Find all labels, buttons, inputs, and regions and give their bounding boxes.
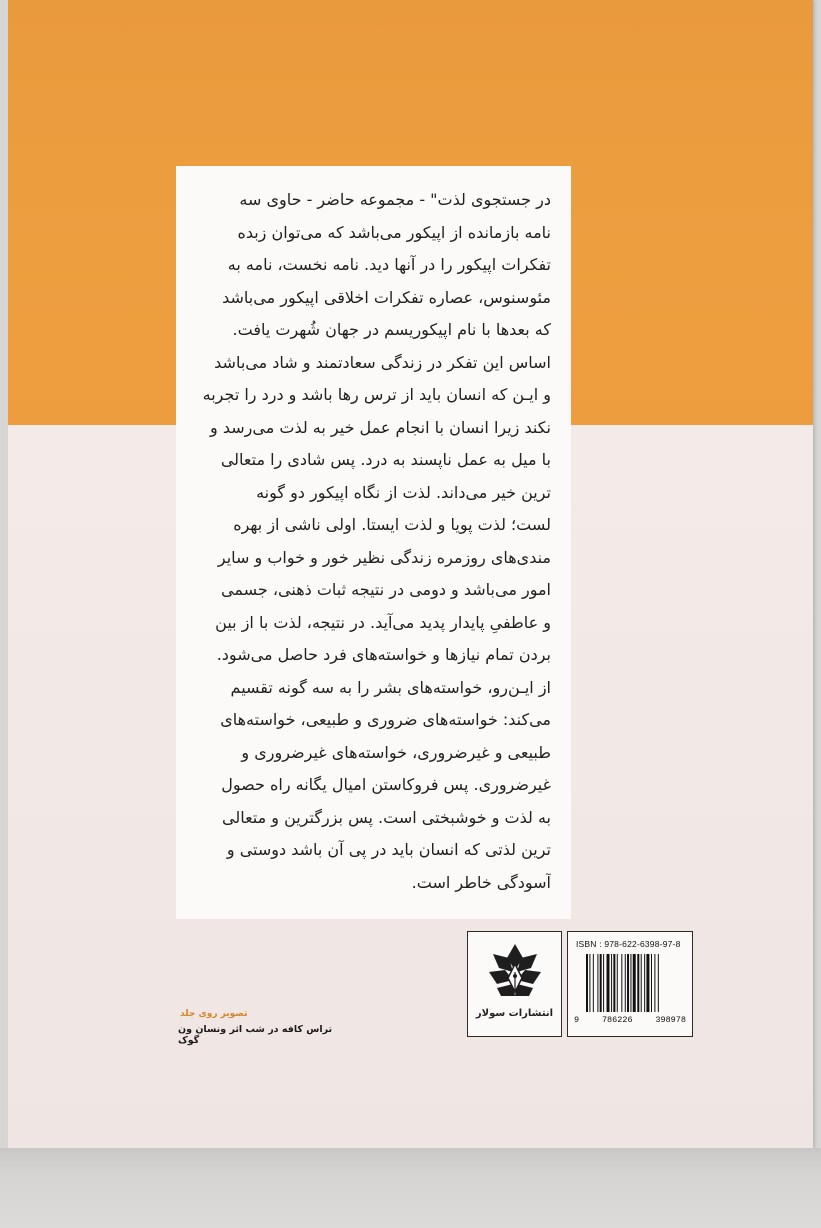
barcode-digit-group-1: 786226: [601, 1015, 633, 1025]
cover-credit-text: تراس کافه در شب اثر ونسان ون گوک: [178, 1024, 333, 1046]
barcode-bar: [641, 954, 642, 1012]
paragraph-line: ترین لذتی که انسان باید در پی آن باشد دوستی و: [226, 840, 551, 859]
paragraph-line: اساس این تفکر در زندگی سعادتمند و شاد می‌باشد: [214, 352, 551, 372]
barcode-digit-group-2: 398978: [655, 1015, 686, 1025]
publisher-logo-box: [467, 931, 562, 1037]
scan-background: [0, 1148, 821, 1228]
paragraph-line: امور می‌باشد و دومی در نتیجه ثبات ذهنی، جسمی: [221, 580, 551, 599]
barcode-bar: [603, 954, 604, 1012]
paragraph-line: و ایـن که انسان باید از ترس رها باشد و درد را تجربه: [202, 385, 551, 404]
paragraph-line: مئوسنوس، عصاره تفکرات اخلاقی اپیکور می‌باشد: [222, 287, 551, 307]
paragraph-line: غیرضروری. پس فروکاستن امیال یگانه راه حصول: [221, 775, 551, 794]
paragraph-line: تفکرات اپیکور را در آنها دید. نامه نخست، نامه به: [227, 255, 551, 274]
paragraph-line: نامه بازمانده از اپیکور می‌باشد که می‌توان زبده: [237, 222, 551, 242]
barcode-bar: [630, 954, 631, 1012]
paragraph-line: با میل به عمل ناپسند به درد. پس شادی را متعالی: [220, 450, 551, 469]
paragraph-line: بردن تمام نیازها و خواسته‌های فرد حاصل می‌شود.: [216, 645, 551, 664]
back-cover: [8, 0, 813, 1148]
paragraph-line: که بعدها با نام اپیکوریسم در جهان شُهرت یافت.: [232, 320, 551, 339]
barcode-bar: [617, 954, 618, 1012]
barcode-bar: [654, 954, 655, 1012]
paragraph-line: در جستجوی لذت" - مجموعه حاضر - حاوی سه: [239, 190, 551, 209]
barcode-bar: [593, 954, 594, 1012]
paragraph-line: ترین خیر می‌داند. لذت از نگاه اپیکور دو گونه: [256, 482, 551, 502]
isbn-barcode-box: [567, 931, 693, 1037]
barcode-bar: [651, 954, 652, 1012]
barcode-bar: [597, 954, 598, 1012]
paragraph-line: از ایـن‌رو، خواسته‌های بشر را به سه گونه تقسیم: [230, 677, 551, 697]
barcode-bar: [646, 954, 649, 1012]
barcode-bar: [644, 954, 645, 1012]
paragraph-line: آسودگی خاطر است.: [411, 872, 551, 892]
paragraph-line: لست؛ لذت پویا و لذت ایستا. اولی ناشی از بهره: [233, 515, 551, 534]
paragraph-line: نکند زیرا انسان با انجام عمل خیر به لذت می‌رسد و: [210, 417, 551, 437]
description-text-box: [176, 166, 571, 919]
barcode-bar: [637, 954, 639, 1012]
isbn-label: ISBN : 978-622-6398-97-8: [576, 939, 681, 949]
paragraph-line: و عاطفیِ پایدار پدید می‌آید. در نتیجه، لذت با از بین: [215, 612, 551, 632]
barcode-bar: [658, 954, 659, 1012]
barcode-digit-prefix: 9: [574, 1015, 580, 1025]
paragraph-line: مندی‌های روزمره زندگی نظیر خور و خواب و سایر: [217, 547, 551, 567]
barcode-bar: [613, 954, 615, 1012]
pen-nib-flower-icon: [485, 940, 545, 1000]
barcode-bar: [607, 954, 610, 1012]
barcode-bar: [611, 954, 612, 1012]
barcode-bar: [600, 954, 602, 1012]
description-paragraph: [186, 184, 551, 899]
barcode-bar: [633, 954, 636, 1012]
barcode-icon: [586, 954, 682, 1012]
barcode-bar: [621, 954, 622, 1012]
paragraph-line: طبیعی و غیرضروری، خواسته‌های غیرضروری و: [241, 742, 551, 762]
paragraph-line: به لذت و خوشبختی است. پس بزرگترین و متعالی: [221, 807, 551, 827]
barcode-digits: [574, 1015, 686, 1025]
barcode-bar: [625, 954, 626, 1012]
barcode-bar: [627, 954, 629, 1012]
barcode-bar: [589, 954, 590, 1012]
paragraph-line: می‌کند: خواسته‌های ضروری و طبیعی، خواسته‌های: [220, 710, 551, 729]
barcode-bar: [586, 954, 588, 1012]
publisher-name: انتشارات سولار: [475, 1008, 554, 1019]
cover-credit-title: تصویر روی جلد: [180, 1009, 248, 1019]
